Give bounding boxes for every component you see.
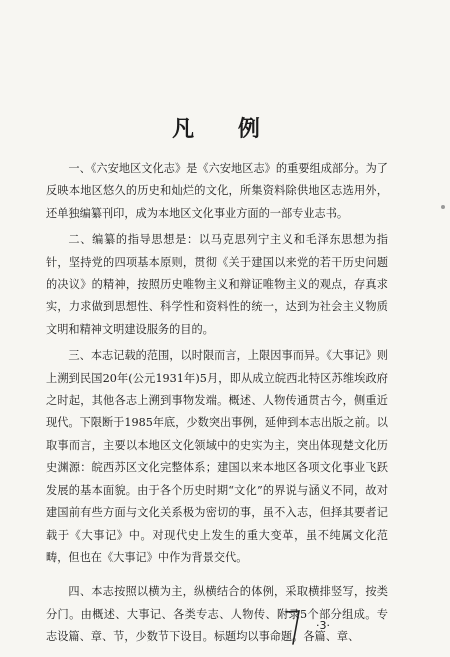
paragraph-2: 二、编纂的指导思想是：以马克思列宁主义和毛泽东思想为指针，坚持党的四项基本原则，贯彻《关于建国以来党的若干历史问题的决议》的精神，按照历史唯物主义和辩证唯物主义的观点，存真求实，力求做到思想性、科学性和资料性的统一，达到为社会主义物质文明和精神文明建设服务的目的。 <box>46 233 388 336</box>
page-title: 凡 例 <box>172 116 278 142</box>
paragraph-4: 四、本志按照以横为主，纵横结合的体例，采取横排竖写，按类分门。由概述、大事记、各类专志、人物传、附录5个部分组成。专志设篇、章、节，少数节下设目。标题均以事命题。各篇、章、 <box>46 585 388 644</box>
body-text <box>46 158 388 649</box>
page-number: ·3· <box>316 619 330 632</box>
handwritten-mark-icon <box>283 608 303 648</box>
paragraph-1: 一、《六安地区文化志》是《六安地区志》的重要组成部分。为了反映本地区悠久的历史和灿烂的文化，所集资料除供地区志选用外，还单独编纂刊印，成为本地区文化事业方面的一部专业志书。 <box>46 162 388 220</box>
paragraph-3: 三、本志记载的范围，以时限而言，上限因事而异。《大事记》则上溯到民国20年(公元1931年)5月，即从成立皖西北特区苏维埃政府之时起，其他各志上溯到事物发端。概述、人物传通贯古今，侧重近现代。下限断于1985年底，少数突出事例，延伸到本志出版之前。以取事而言，主要以本地区文化领域中的史实为主，突出体现楚文化历史渊源：皖西苏区文化完整体系；建国以来本地区各项文化事业飞跃发展的基本面貌。由于各个历史时期“文化”的界说与涵义不同，故对建国前有些方面与文化关系极为密切的事，虽不入志，但择其要者记载于《大事记》中。对现代史上发生的重大变革，虽不纯属文化范畴，但也在《大事记》中作为背景交代。 <box>46 349 388 564</box>
binding-dot-icon <box>436 200 450 214</box>
